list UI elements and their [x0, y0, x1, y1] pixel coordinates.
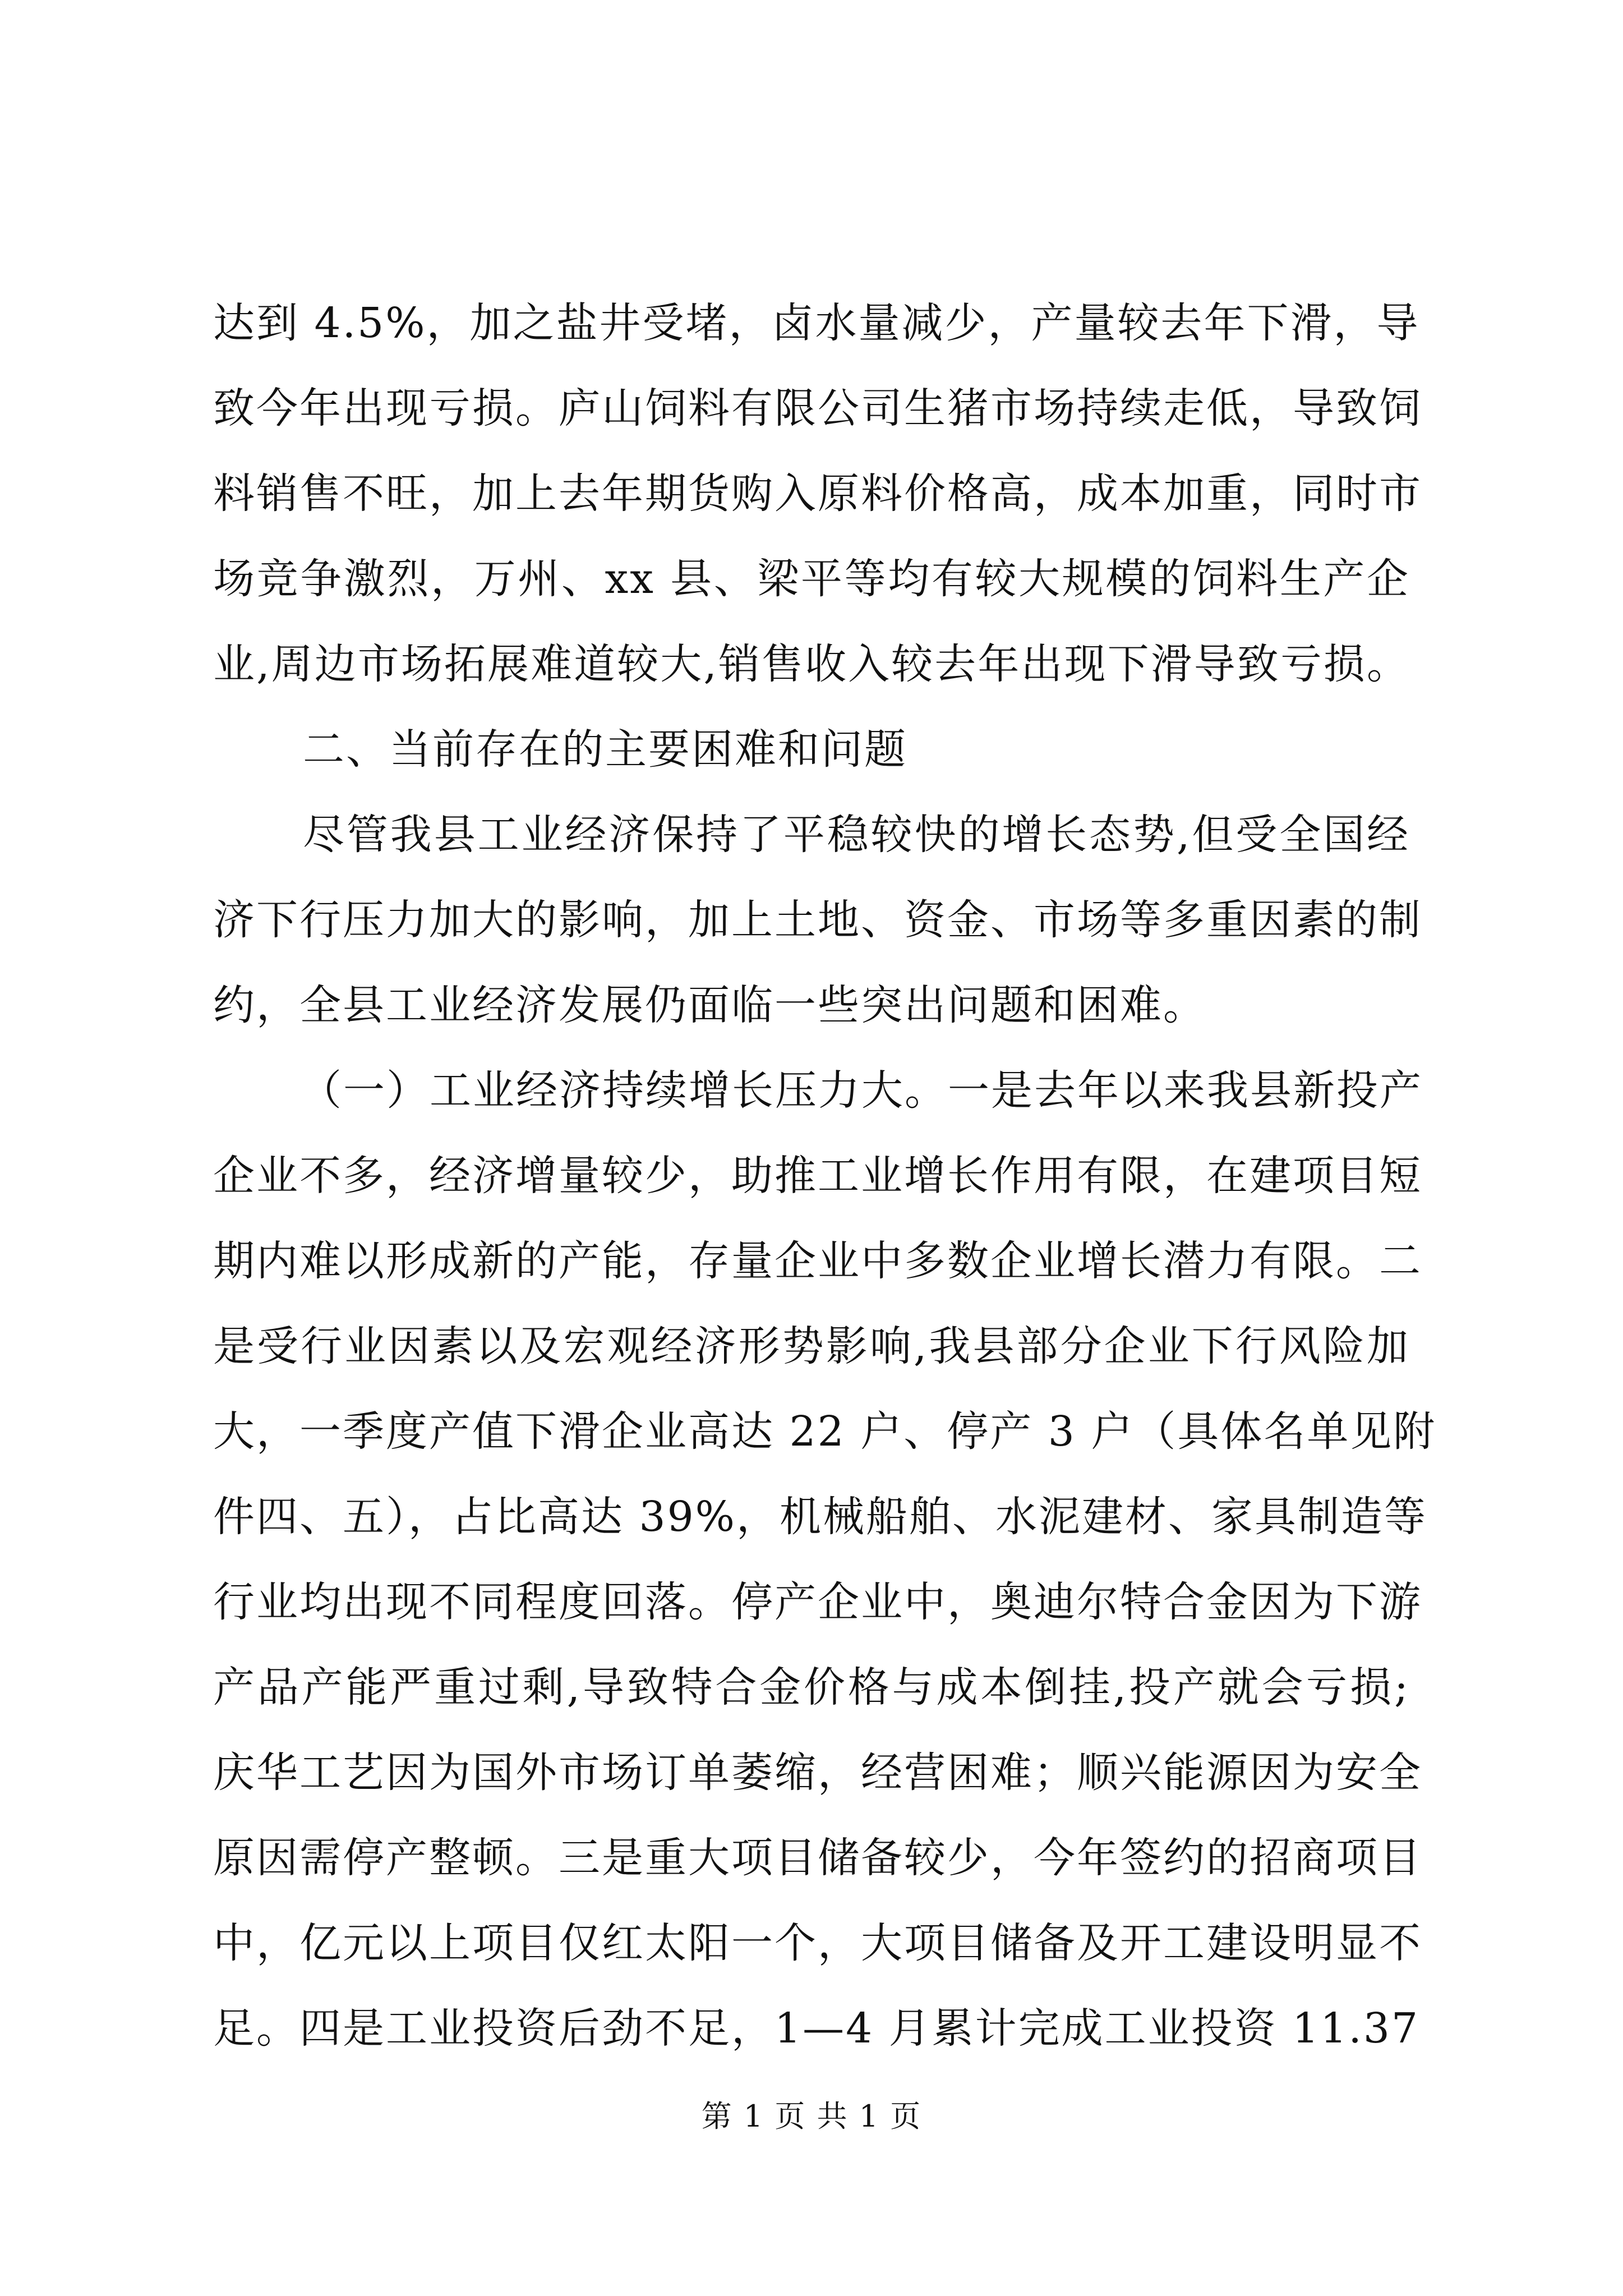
paragraph-line-9: 约，全县工业经济发展仍面临一些突出问题和困难。	[213, 981, 1206, 1029]
subsection-line-10: 原因需停产整顿。三是重大项目储备较少，今年签约的招商项目	[213, 1834, 1422, 1882]
subsection-line-5: 大，一季度产值下滑企业高达 22 户、停产 3 户（具体名单见附	[213, 1407, 1437, 1456]
page-footer: 第 1 页 共 1 页	[701, 2099, 922, 2134]
paragraph-line-2: 致今年出现亏损。庐山饲料有限公司生猪市场持续走低，导致饲	[213, 384, 1422, 432]
paragraph-line-3: 料销售不旺，加上去年期货购入原料价格高，成本加重，同时市	[213, 470, 1422, 518]
paragraph-line-8: 济下行压力加大的影响，加上土地、资金、市场等多重因素的制	[213, 896, 1422, 944]
paragraph-line-4: 场竞争激烈，万州、xx 县、梁平等均有较大规模的饲料生产企	[213, 555, 1410, 603]
subsection-line-1: （一）工业经济持续增长压力大。一是去年以来我县新投产	[300, 1066, 1423, 1115]
subsection-line-6: 件四、五），占比高达 39%，机械船舶、水泥建材、家具制造等	[213, 1493, 1427, 1541]
subsection-line-4: 是受行业因素以及宏观经济形势影响,我县部分企业下行风险加	[213, 1322, 1410, 1370]
subsection-line-7: 行业均出现不同程度回落。停产企业中，奥迪尔特合金因为下游	[213, 1578, 1422, 1626]
paragraph-line-7: 尽管我县工业经济保持了平稳较快的增长态势,但受全国经	[303, 811, 1410, 859]
subsection-line-2: 企业不多，经济增量较少，助推工业增长作用有限，在建项目短	[213, 1152, 1422, 1200]
subsection-line-8: 产品产能严重过剩,导致特合金价格与成本倒挂,投产就会亏损;	[213, 1663, 1410, 1711]
subsection-line-3: 期内难以形成新的产能，存量企业中多数企业增长潜力有限。二	[213, 1237, 1422, 1285]
subsection-line-12: 足。四是工业投资后劲不足，1—4 月累计完成工业投资 11.37	[213, 2004, 1420, 2053]
subsection-line-11: 中，亿元以上项目仅红太阳一个，大项目储备及开工建设明显不	[213, 1919, 1422, 1967]
subsection-line-9: 庆华工艺因为国外市场订单萎缩，经营困难；顺兴能源因为安全	[213, 1749, 1422, 1797]
section-heading: 二、当前存在的主要困难和问题	[303, 725, 907, 774]
paragraph-line-5: 业,周边市场拓展难道较大,销售收入较去年出现下滑导致亏损。	[213, 640, 1410, 688]
paragraph-line-1: 达到 4.5%，加之盐井受堵，卤水量减少，产量较去年下滑，导	[213, 299, 1420, 347]
